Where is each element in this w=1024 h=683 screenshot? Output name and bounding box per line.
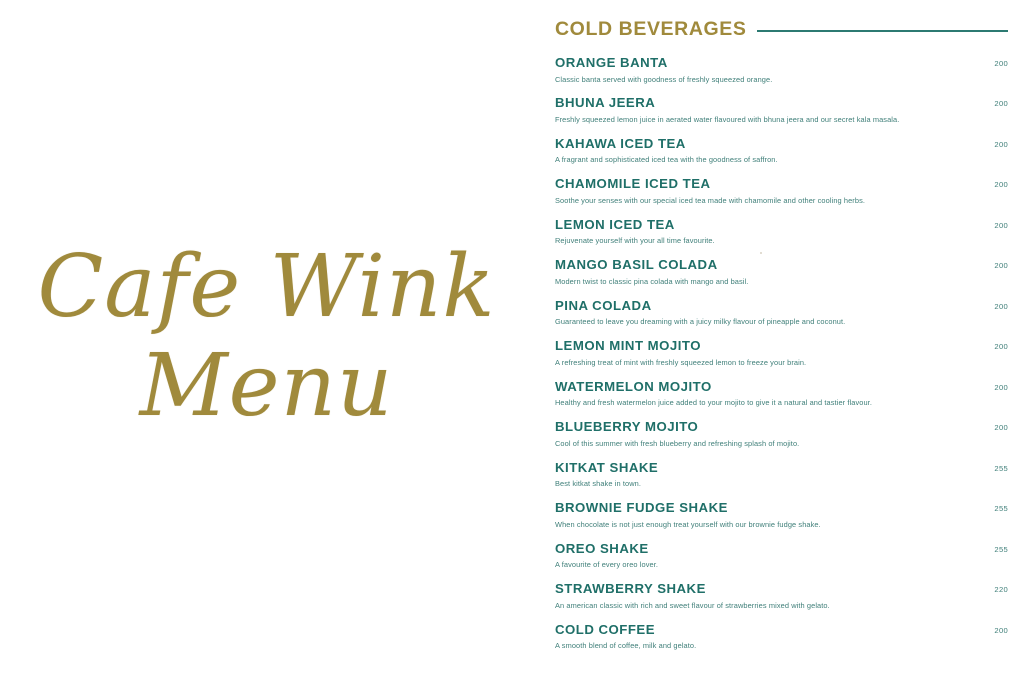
menu-item-description: Best kitkat shake in town. [555, 479, 641, 489]
menu-item-price: 200 [994, 423, 1008, 433]
menu-item-description: A smooth blend of coffee, milk and gelato. [555, 641, 697, 651]
menu-item-description: A fragrant and sophisticated iced tea with the goodness of saffron. [555, 155, 778, 165]
menu-item-description: A favourite of every oreo lover. [555, 560, 659, 570]
menu-item-text [555, 176, 865, 205]
menu-item-text [555, 500, 821, 529]
menu-item-price: 255 [994, 544, 1008, 554]
menu-item-name: PINA COLADA [555, 297, 652, 313]
menu-item-name: LEMON MINT MOJITO [555, 338, 701, 354]
menu-item-description: Guaranteed to leave you dreaming with a juicy milky flavour of pineapple and coconut. [555, 317, 846, 327]
menu-item-description: An american classic with rich and sweet flavour of strawberries mixed with gelato. [555, 600, 830, 610]
menu-item [555, 257, 1008, 286]
menu-item-price: 255 [994, 463, 1008, 473]
menu-item [555, 622, 1008, 651]
menu-item-text [555, 298, 845, 327]
menu-item [555, 500, 1008, 529]
menu-item-price: 200 [994, 625, 1008, 635]
menu-item-text [555, 622, 696, 651]
brand-title [37, 235, 495, 449]
menu-item [555, 379, 1008, 408]
menu-item-price: 200 [994, 139, 1008, 149]
menu-item-name: MANGO BASIL COLADA [555, 257, 718, 273]
menu-item-price: 200 [994, 180, 1008, 190]
menu-item-description: When chocolate is not just enough treat yourself with our brownie fudge shake. [555, 519, 821, 529]
menu-item-name: WATERMELON MOJITO [555, 378, 712, 394]
menu-item-price: 200 [994, 220, 1008, 230]
menu-item-name: BROWNIE FUDGE SHAKE [555, 500, 728, 516]
menu-item-description: Classic banta served with goodness of freshly squeezed orange. [555, 74, 773, 84]
menu-item-name: ORANGE BANTA [555, 55, 668, 70]
menu-item-price: 220 [994, 585, 1008, 595]
menu-item [555, 460, 1008, 489]
menu-item [555, 176, 1008, 205]
menu-item [555, 541, 1008, 570]
menu-item-name: KITKAT SHAKE [555, 459, 659, 475]
menu-item [555, 338, 1008, 367]
menu-item-text [555, 541, 658, 570]
menu-item-name: STRAWBERRY SHAKE [555, 581, 706, 597]
menu-item-price: 200 [994, 261, 1008, 271]
menu-item-text [555, 136, 778, 165]
menu-item-price: 200 [994, 382, 1008, 392]
menu-item-name: BHUNA JEERA [555, 95, 656, 111]
section-header [555, 18, 1008, 41]
menu-item [555, 217, 1008, 246]
section-divider [757, 30, 1008, 32]
menu-item-description: A refreshing treat of mint with freshly squeezed lemon to freeze your brain. [555, 357, 807, 367]
menu-item-description: Soothe your senses with our special iced tea made with chamomile and other cooling herbs. [555, 195, 866, 205]
menu-item-name: OREO SHAKE [555, 540, 649, 556]
menu-item-price: 200 [994, 301, 1008, 311]
menu-item-list [555, 55, 1008, 651]
menu-item-price: 255 [994, 504, 1008, 514]
menu-panel [533, 0, 1024, 683]
menu-item-price: 200 [994, 59, 1008, 68]
menu-item-price: 200 [994, 99, 1008, 109]
menu-item-description: Cool of this summer with fresh blueberry and refreshing splash of mojito. [555, 438, 800, 448]
menu-item [555, 95, 1008, 124]
menu-item-text [555, 419, 799, 448]
section-title: COLD BEVERAGES [555, 18, 747, 40]
menu-item-name: BLUEBERRY MOJITO [555, 419, 699, 435]
menu-item-text [555, 95, 899, 124]
menu-item-price: 200 [994, 342, 1008, 352]
menu-item-description: Healthy and fresh watermelon juice added to your mojito to give it a natural and tastier flavour. [555, 398, 872, 408]
menu-item-text [555, 581, 830, 610]
menu-item-name: COLD COFFEE [555, 621, 656, 637]
menu-item [555, 298, 1008, 327]
menu-item-name: LEMON ICED TEA [555, 216, 675, 232]
menu-item-text [555, 379, 872, 408]
menu-item-text [555, 257, 748, 286]
menu-item-text [555, 460, 658, 489]
menu-item [555, 136, 1008, 165]
menu-item-description: Modern twist to classic pina colada with mango and basil. [555, 276, 749, 286]
brand-title-line-1: Cafe Wink [37, 236, 496, 337]
paper-speck [760, 252, 762, 254]
menu-item [555, 419, 1008, 448]
menu-item-name: CHAMOMILE ICED TEA [555, 176, 711, 192]
menu-item-text [555, 217, 715, 246]
brand-title-line-2: Menu [139, 335, 394, 436]
menu-item-text [555, 55, 772, 84]
menu-item-description: Freshly squeezed lemon juice in aerated water flavoured with bhuna jeera and our secret kala masala. [555, 114, 900, 124]
menu-item [555, 55, 1008, 84]
menu-item-text [555, 338, 806, 367]
menu-item-description: Rejuvenate yourself with your all time favourite. [555, 236, 715, 246]
menu-item-name: KAHAWA ICED TEA [555, 135, 686, 151]
menu-item [555, 581, 1008, 610]
